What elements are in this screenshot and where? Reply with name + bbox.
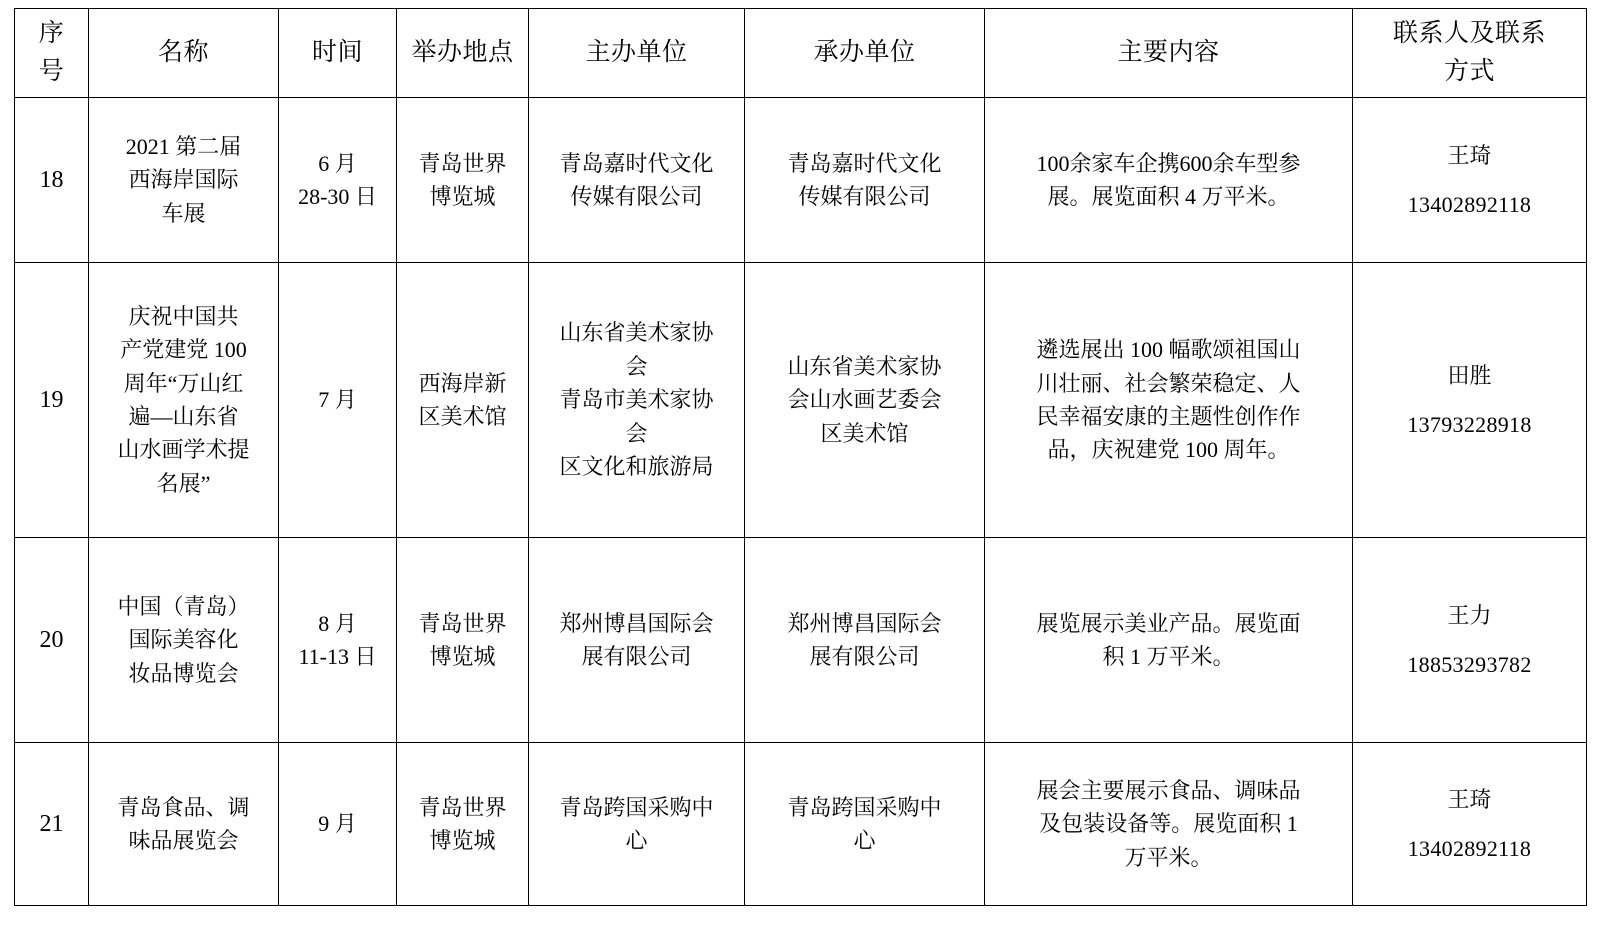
cell-seq: 21 [15,743,89,906]
header-seq-line-2: 号 [38,58,65,85]
cell-seq: 20 [15,538,89,743]
cell-seq: 18 [15,98,89,263]
contact-phone: 13402892118 [1407,192,1532,217]
host-line: 青岛市美术家协 [559,387,714,413]
cell-place [397,743,529,906]
name-line: 青岛食品、调 [117,794,250,820]
content-line: 展会主要展示食品、调味品 [1036,777,1301,803]
header-time-line-1: 时间 [311,39,363,66]
time-line: 8 月 [318,610,357,636]
cell-contact [1353,263,1587,538]
content-line: 展。展览面积 4 万平米。 [1047,184,1290,209]
column-header-host [529,9,745,98]
header-contact-line-1: 联系人及联系 [1392,20,1546,47]
exhibition-schedule-table [14,8,1587,906]
name-line: 中国（青岛） [117,593,250,619]
header-row [15,9,1587,98]
name-line: 周年“万山红 [123,370,244,396]
organizer-line: 山东省美术家协 [787,353,942,379]
cell-name [89,538,279,743]
contact-person: 王琦 [1447,786,1492,812]
place-line: 博览城 [429,644,496,669]
cell-content [985,538,1353,743]
content-line: 万平米。 [1124,844,1213,870]
cell-host [529,743,745,906]
content-line: 100余家车企携600余车型参 [1036,150,1301,176]
cell-name [89,98,279,263]
header-contact-line-2: 方式 [1443,58,1495,85]
cell-content [985,743,1353,906]
organizer-line: 会山水画艺委会 [787,387,942,413]
column-header-seq [15,9,89,98]
cell-time [279,98,397,263]
cell-place [397,263,529,538]
name-line: 产党建党 100 [120,337,247,363]
place-line: 青岛世界 [418,610,507,636]
name-line: 西海岸国际 [128,167,239,193]
header-organizer-line-1: 承办单位 [813,39,916,66]
time-line: 9 月 [318,811,357,837]
time-line: 11-13 日 [298,644,377,669]
organizer-line: 区美术馆 [820,420,909,446]
name-line: 车展 [161,200,206,226]
column-header-contact [1353,9,1587,98]
organizer-line: 心 [853,828,876,853]
cell-time [279,263,397,538]
time-line: 28-30 日 [298,184,377,209]
cell-content [985,98,1353,263]
host-line: 区文化和旅游局 [559,454,714,480]
name-line: 妆品博览会 [128,660,239,686]
place-line: 西海岸新 [418,370,507,396]
column-header-organizer [745,9,985,98]
host-line: 展有限公司 [581,644,692,669]
place-line: 青岛世界 [418,794,507,820]
name-line: 遍—山东省 [128,404,239,429]
header-place-line-1: 举办地点 [411,39,514,66]
name-line: 名展” [156,470,211,496]
content-line: 及包装设备等。展览面积 1 [1039,811,1298,837]
column-header-time [279,9,397,98]
cell-place [397,538,529,743]
place-line: 博览城 [429,184,496,209]
cell-contact [1353,538,1587,743]
host-line: 山东省美术家协 [559,320,714,346]
name-line: 庆祝中国共 [128,303,239,329]
name-line: 2021 第二届 [125,133,242,159]
host-line: 心 [625,828,648,853]
column-header-place [397,9,529,98]
table-row [15,263,1587,538]
host-line: 青岛嘉时代文化 [559,150,714,176]
time-line: 6 月 [318,150,357,176]
cell-host [529,98,745,263]
name-line: 国际美容化 [128,627,239,653]
contact-person: 王力 [1447,602,1492,628]
content-line: 展览展示美业产品。展览面 [1036,610,1301,636]
cell-time [279,538,397,743]
host-line: 青岛跨国采购中 [559,794,714,820]
header-name-line-1: 名称 [157,39,209,66]
cell-organizer [745,538,985,743]
cell-host [529,538,745,743]
time-line: 7 月 [318,387,357,413]
host-line: 会 [625,420,648,446]
content-line: 积 1 万平米。 [1102,644,1235,669]
host-line: 郑州博昌国际会 [559,610,714,636]
cell-place [397,98,529,263]
contact-person: 王琦 [1447,142,1492,168]
contact-phone: 18853293782 [1407,652,1532,677]
contact-phone: 13793228918 [1407,412,1532,437]
name-line: 山水画学术提 [117,437,250,463]
organizer-line: 郑州博昌国际会 [787,610,942,636]
cell-name [89,743,279,906]
content-line: 遴选展出 100 幅歌颂祖国山 [1036,337,1301,363]
contact-phone: 13402892118 [1407,836,1532,861]
content-line: 品，庆祝建党 100 周年。 [1047,437,1290,463]
host-line: 传媒有限公司 [570,184,703,209]
organizer-line: 展有限公司 [809,644,920,669]
contact-person: 田胜 [1447,362,1492,388]
cell-contact [1353,98,1587,263]
cell-organizer [745,98,985,263]
cell-seq: 19 [15,263,89,538]
content-line: 民幸福安康的主题性创作作 [1036,404,1301,429]
name-line: 味品展览会 [128,828,239,853]
cell-organizer [745,743,985,906]
content-line: 川壮丽、社会繁荣稳定、人 [1036,370,1301,396]
column-header-content [985,9,1353,98]
table-row [15,98,1587,263]
table-row [15,538,1587,743]
place-line: 区美术馆 [418,404,507,429]
cell-content [985,263,1353,538]
organizer-line: 传媒有限公司 [798,184,931,209]
cell-contact [1353,743,1587,906]
header-host-line-1: 主办单位 [585,39,688,66]
table-body [15,98,1587,906]
table-header [15,9,1587,98]
place-line: 博览城 [429,828,496,853]
cell-name [89,263,279,538]
column-header-name [89,9,279,98]
cell-time [279,743,397,906]
cell-host [529,263,745,538]
header-seq-line-1: 序 [38,20,65,47]
host-line: 会 [625,353,648,379]
organizer-line: 青岛跨国采购中 [787,794,942,820]
header-content-line-1: 主要内容 [1117,39,1220,66]
table-row [15,743,1587,906]
place-line: 青岛世界 [418,150,507,176]
organizer-line: 青岛嘉时代文化 [787,150,942,176]
cell-organizer [745,263,985,538]
